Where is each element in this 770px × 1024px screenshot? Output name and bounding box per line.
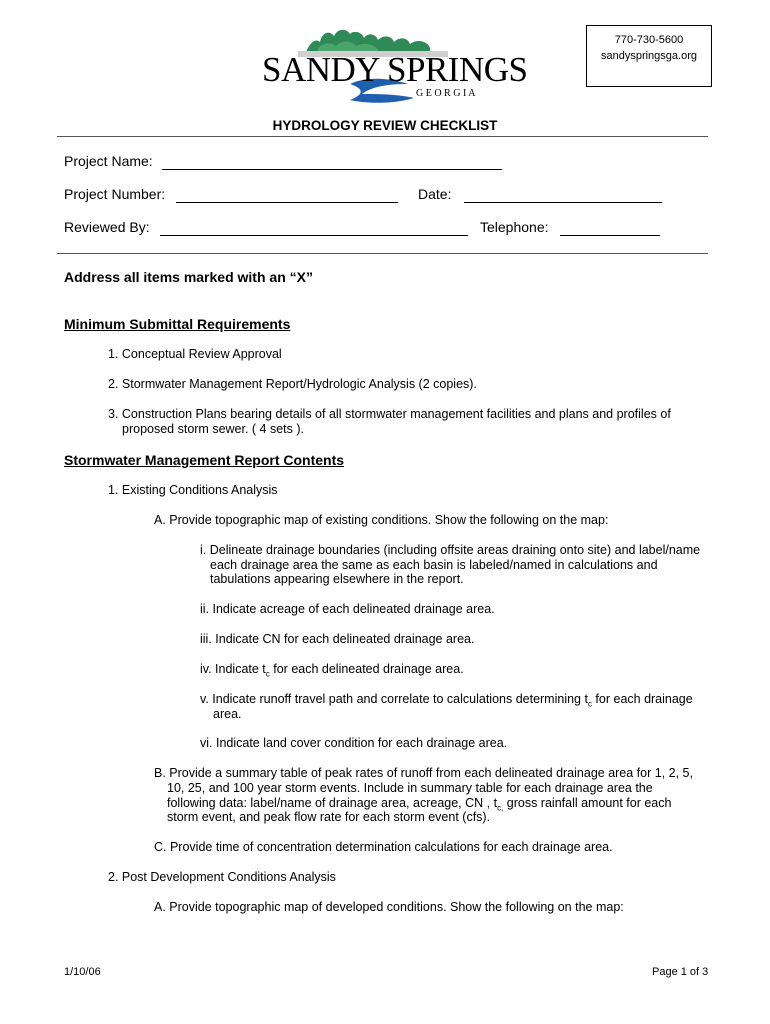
- phone-number: 770-730-5600: [614, 34, 684, 46]
- text-run: iv. Indicate t: [200, 662, 266, 676]
- list-item: 2. Stormwater Management Report/Hydrologic Analysis (2 copies).: [108, 377, 477, 391]
- text-run: v. Indicate runoff travel path and correlate to calculations determining t: [200, 692, 588, 706]
- reviewed-by-field[interactable]: [160, 235, 468, 236]
- footer-date: 1/10/06: [64, 966, 101, 978]
- list-item-continued: each drainage area the same as each basin is labeled/named in calculations and: [210, 558, 658, 572]
- list-item-continued: storm event, and peak flow rate for each storm event (cfs).: [167, 810, 491, 824]
- list-item: A. Provide topographic map of existing conditions. Show the following on the map:: [154, 513, 609, 527]
- project-number-label: Project Number:: [64, 186, 166, 202]
- date-field[interactable]: [464, 202, 662, 203]
- subscript: c,: [497, 803, 504, 813]
- telephone-field[interactable]: [560, 235, 660, 236]
- list-item: 1. Existing Conditions Analysis: [108, 483, 278, 497]
- instruction-text: Address all items marked with an “X”: [64, 269, 313, 285]
- logo-subtext: G E O R G I A: [416, 88, 476, 99]
- list-item: ii. Indicate acreage of each delineated drainage area.: [200, 602, 495, 616]
- text-run: for each delineated drainage area.: [269, 662, 464, 676]
- section-heading-report-contents: Stormwater Management Report Contents: [64, 452, 345, 468]
- list-item-continued: proposed storm sewer. ( 4 sets ).: [122, 422, 305, 436]
- list-item: 1. Conceptual Review Approval: [108, 347, 282, 361]
- list-item-continued: tabulations appearing elsewhere in the report.: [210, 572, 464, 586]
- project-name-field[interactable]: [162, 169, 502, 170]
- reviewed-by-label: Reviewed By:: [64, 219, 150, 235]
- list-item: iii. Indicate CN for each delineated drainage area.: [200, 632, 475, 646]
- section-heading-minimum-submittal: Minimum Submittal Requirements: [64, 316, 291, 332]
- subscript: c: [587, 699, 592, 709]
- list-item: [200, 692, 693, 712]
- list-item: C. Provide time of concentration determination calculations for each drainage area.: [154, 840, 613, 854]
- list-item: vi. Indicate land cover condition for each drainage area.: [200, 736, 508, 750]
- list-item: [200, 662, 464, 682]
- list-item: i. Delineate drainage boundaries (including offsite areas draining onto site) and label/name: [200, 543, 701, 557]
- subscript: c: [265, 669, 270, 679]
- project-number-field[interactable]: [176, 202, 398, 203]
- telephone-label: Telephone:: [480, 219, 549, 235]
- date-label: Date:: [418, 186, 452, 202]
- list-item: A. Provide topographic map of developed conditions. Show the following on the map:: [154, 900, 624, 914]
- project-name-label: Project Name:: [64, 153, 153, 169]
- text-run: for each drainage: [591, 692, 693, 706]
- list-item-continued: 10, 25, and 100 year storm events. Include in summary table for each drainage area the: [167, 781, 653, 795]
- website: sandyspringsga.org: [600, 50, 697, 62]
- fields-divider: [57, 253, 708, 254]
- text-run: following data: label/name of drainage area, acreage, CN , t: [167, 796, 498, 810]
- document-title: HYDROLOGY REVIEW CHECKLIST: [272, 118, 498, 133]
- contact-box: [586, 25, 712, 87]
- list-item: B. Provide a summary table of peak rates of runoff from each delineated drainage area for 1, 2, 5,: [154, 766, 693, 780]
- list-item: 3. Construction Plans bearing details of all stormwater management facilities and plans and profiles of: [108, 407, 671, 421]
- list-item: 2. Post Development Conditions Analysis: [108, 870, 336, 884]
- text-run: gross rainfall amount for each: [503, 796, 672, 810]
- sandy-springs-logo: [258, 24, 528, 108]
- title-divider: [57, 136, 708, 137]
- logo-text: SANDY SPRINGS: [262, 50, 528, 89]
- list-item-continued: area.: [213, 707, 242, 721]
- page-number: Page 1 of 3: [652, 966, 709, 978]
